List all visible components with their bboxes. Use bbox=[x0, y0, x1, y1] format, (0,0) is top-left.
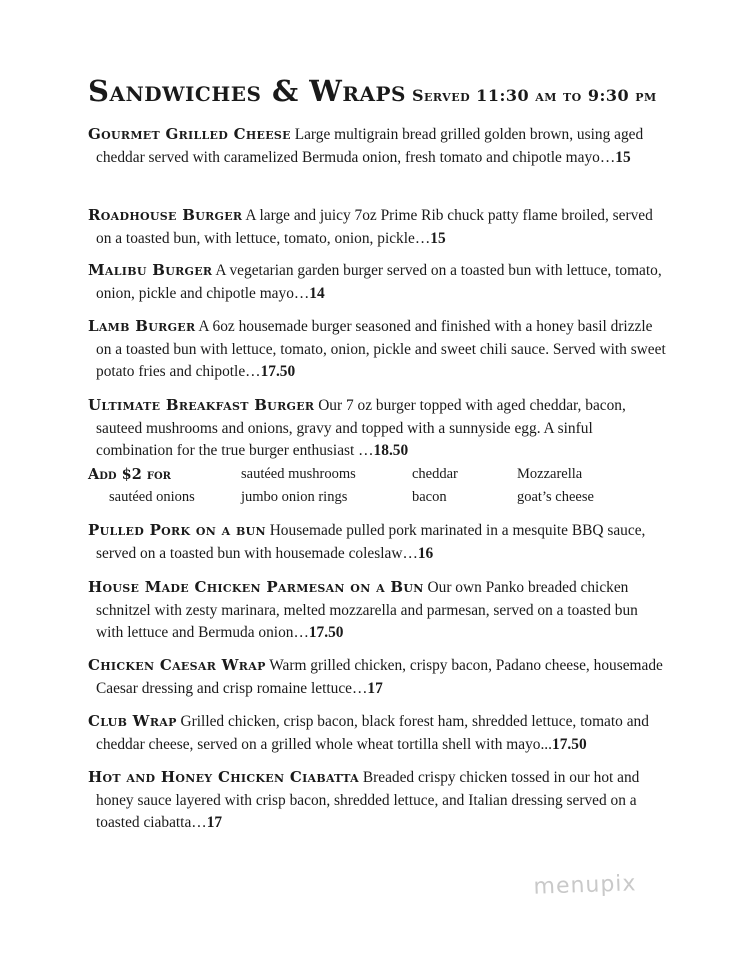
add-on-options bbox=[88, 466, 648, 512]
item-price: 15 bbox=[615, 148, 631, 166]
item-price: 17.50 bbox=[552, 735, 587, 753]
item-description: Large multigrain bread grilled golden brown, using aged cheddar served with caramelized Bermuda onion, fresh tomato and chipotle mayo… bbox=[96, 126, 644, 166]
menu-item-gourmet-grilled-cheese bbox=[88, 123, 668, 169]
item-price: 18.50 bbox=[373, 442, 409, 459]
item-description: Breaded crispy chicken tossed in our hot and honey sauce layered with crisp bacon, shredded lettuce, and Italian dressing served on a toasted ciabatta… bbox=[96, 769, 640, 831]
item-description: Our own Panko breaded chicken schnitzel with zesty marinara, melted mozzarella and parmesan, served on a toasted bun with lettuce and Bermuda onion… bbox=[96, 579, 638, 641]
menu-item-club-wrap bbox=[88, 710, 668, 756]
item-price: 17.50 bbox=[260, 363, 296, 380]
item-name: Ultimate Breakfast Burger bbox=[88, 396, 315, 414]
item-description: A 6oz housemade burger seasoned and finished with a honey basil drizzle on a toasted bun with lettuce, tomato, onion, pickle and sweet chili sauce. Served with sweet potato fries and chipotle… bbox=[96, 318, 666, 380]
item-name: Gourmet Grilled Cheese bbox=[88, 125, 291, 143]
menu-item-pulled-pork bbox=[88, 519, 668, 565]
add-on-option: jumbo onion rings bbox=[241, 489, 348, 505]
add-on-option: goat’s cheese bbox=[517, 489, 594, 505]
item-name: Lamb Burger bbox=[88, 317, 196, 335]
item-description: Warm grilled chicken, crispy bacon, Padano cheese, housemade Caesar dressing and crisp romaine lettuce… bbox=[96, 657, 663, 697]
add-on-option: sautéed mushrooms bbox=[241, 466, 356, 482]
menu-item-lamb-burger bbox=[88, 315, 668, 384]
item-name: Chicken Caesar Wrap bbox=[88, 656, 266, 674]
menu-item-roadhouse-burger bbox=[88, 204, 668, 250]
item-description: Our 7 oz burger topped with aged cheddar, bacon, sauteed mushrooms and onions, gravy and topped with a sunnyside egg. A sinful combination for the true burger enthusiast … bbox=[96, 397, 626, 459]
item-price: 14 bbox=[309, 284, 325, 302]
item-description: A vegetarian garden burger served on a toasted bun with lettuce, tomato, onion, pickle and chipotle mayo… bbox=[96, 262, 662, 302]
item-name: Malibu Burger bbox=[88, 261, 213, 279]
add-on-label: Add $2 for bbox=[88, 466, 171, 483]
add-on-option: cheddar bbox=[412, 466, 458, 482]
item-name: Pulled Pork on a bun bbox=[88, 521, 266, 539]
item-name: House Made Chicken Parmesan on a Bun bbox=[88, 578, 424, 596]
item-price: 17 bbox=[367, 679, 383, 697]
item-description: A large and juicy 7oz Prime Rib chuck patty flame broiled, served on a toasted bun, with lettuce, tomato, onion, pickle… bbox=[96, 207, 653, 247]
item-description: Grilled chicken, crisp bacon, black forest ham, shredded lettuce, tomato and cheddar cheese, served on a grilled whole wheat tortilla shell with mayo... bbox=[96, 713, 649, 753]
menu-item-malibu-burger bbox=[88, 259, 668, 305]
add-on-option: sautéed onions bbox=[109, 489, 195, 505]
item-price: 15 bbox=[430, 229, 446, 247]
item-description: Housemade pulled pork marinated in a mesquite BBQ sauce, served on a toasted bun with housemade coleslaw… bbox=[96, 522, 646, 562]
menu-item-hot-honey-chicken-ciabatta bbox=[88, 766, 668, 835]
add-on-option: bacon bbox=[412, 489, 447, 505]
add-on-option: Mozzarella bbox=[517, 466, 583, 482]
menu-item-ultimate-breakfast-burger bbox=[88, 394, 668, 463]
section-title: Sandwiches & Wraps bbox=[88, 74, 406, 108]
section-heading bbox=[88, 74, 657, 108]
item-name: Roadhouse Burger bbox=[88, 206, 243, 224]
item-name: Club Wrap bbox=[88, 712, 177, 730]
menupix-watermark: menupix bbox=[533, 870, 637, 900]
item-price: 17 bbox=[206, 814, 223, 831]
item-price: 17.50 bbox=[308, 624, 344, 641]
menu-item-chicken-caesar-wrap bbox=[88, 654, 668, 700]
item-price: 16 bbox=[417, 544, 434, 562]
item-name: Hot and Honey Chicken Ciabatta bbox=[88, 768, 359, 786]
menu-item-chicken-parmesan bbox=[88, 576, 668, 645]
served-hours: Served 11:30 am to 9:30 pm bbox=[411, 86, 657, 105]
